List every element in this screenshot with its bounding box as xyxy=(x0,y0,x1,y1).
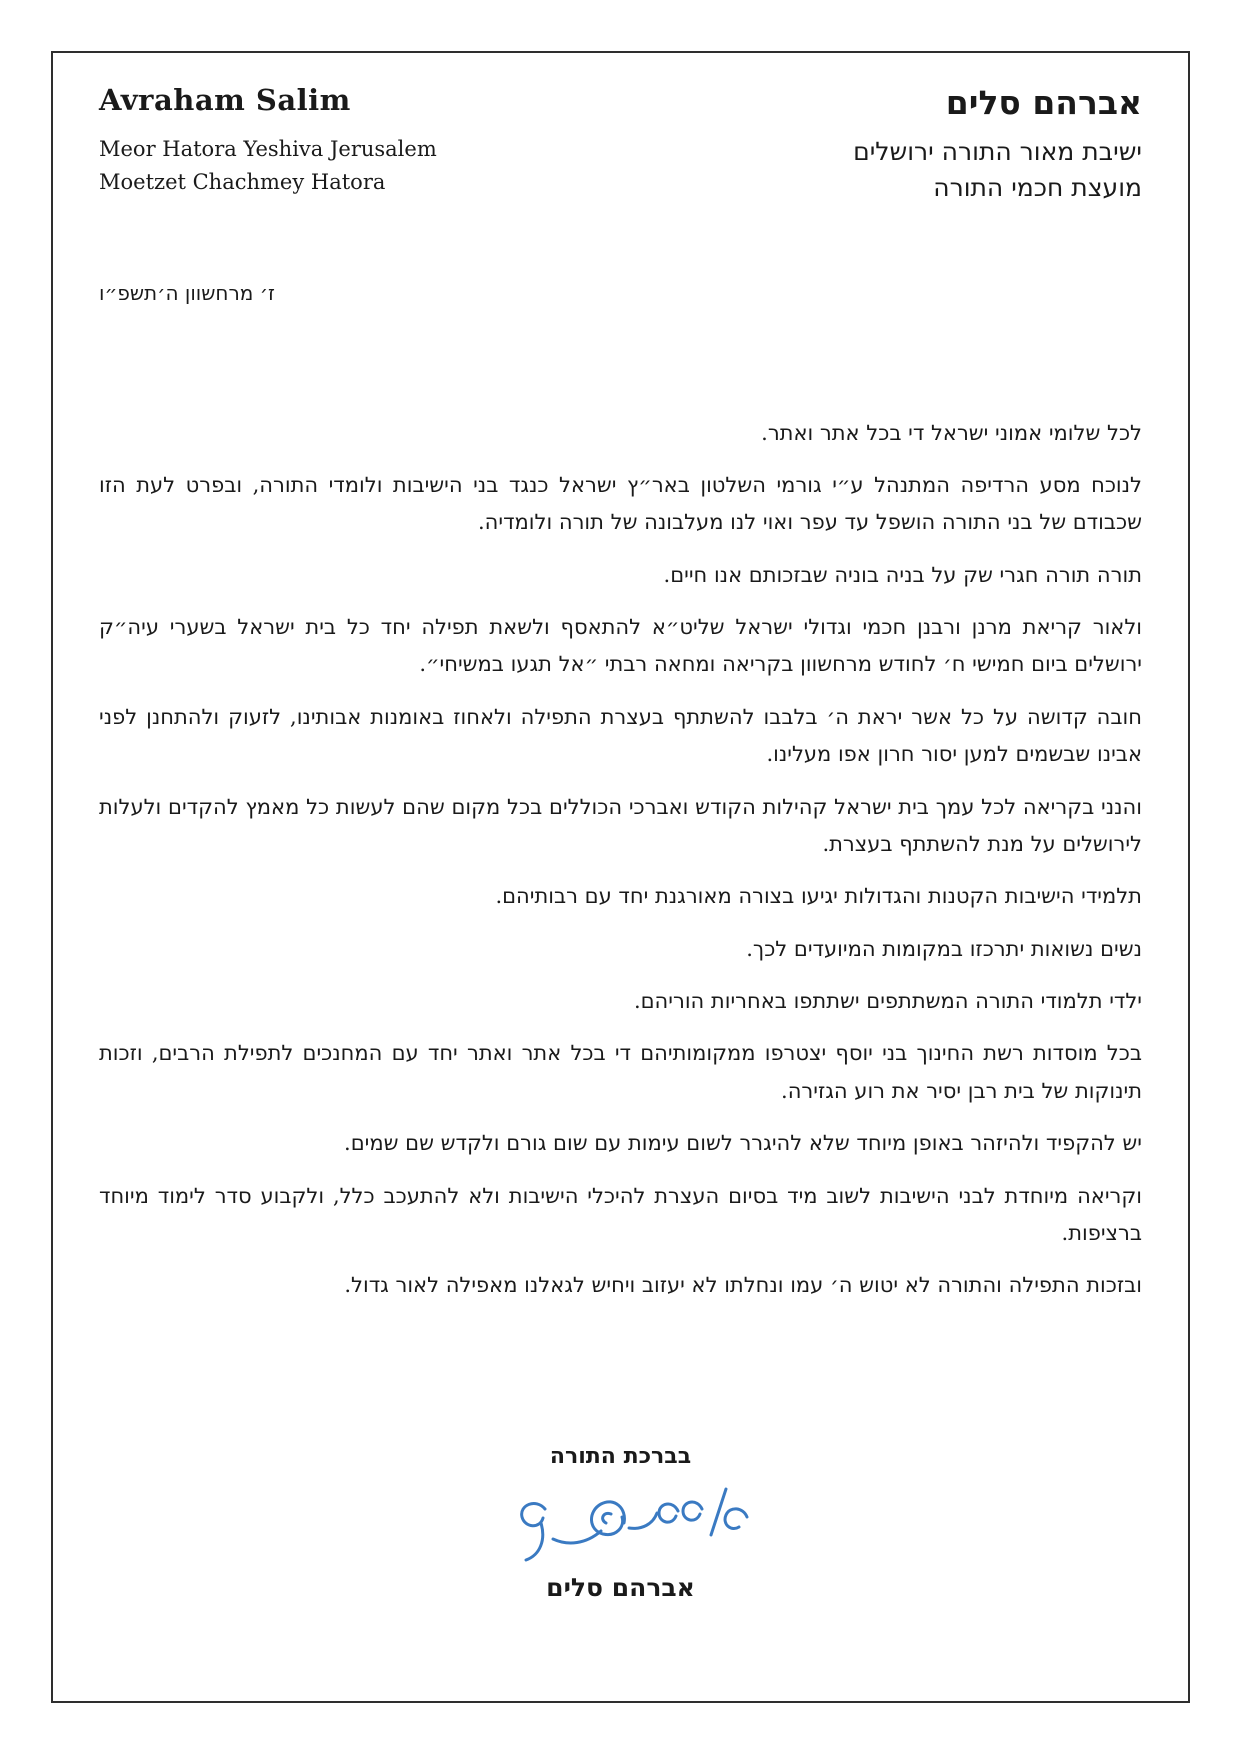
paragraph: יש להקפיד ולהיזהר באופן מיוחד שלא להיגרר לשום עימות עם שום גורם ולקדש שם שמים. xyxy=(344,1131,1142,1156)
paragraph: תורה תורה חגרי שק על בניה בוניה שבזכותם אנו חיים. xyxy=(663,562,1142,587)
paragraph: לנוכח מסע הרדיפה המתנהל ע״י גורמי השלטון באר״ץ ישראל כנגד בני הישיבות ולומדי התורה, ובפרט לעת הזו שכבודם של בני התורה הושפל עד עפר ואוי לנו מעלבונה של תורה ולומדיה. xyxy=(99,472,1142,535)
signer-name: אברהם סלים xyxy=(546,1572,695,1602)
handwritten-signature xyxy=(99,1479,1142,1571)
paragraph-salutation: לכל שלומי אמוני ישראל די בכל אתר ואתר. xyxy=(761,420,1142,445)
letterhead-english xyxy=(99,83,437,198)
paragraph: ילדי תלמודי התורה המשתתפים ישתתפו באחריות הוריהם. xyxy=(633,989,1142,1013)
paragraph: בכל מוסדות רשת החינוך בני יוסף יצטרפו ממקומותיהם די בכל אתר ואתר יחד עם המחנכים לתפילת הרבים, וזכות תינוקות של בית רבן יסיר את רוע הגזירה. xyxy=(99,1041,1142,1103)
closing-block xyxy=(99,1443,1142,1602)
paragraph-conclusion: ובזכות התפילה והתורה לא יטוש ה׳ עמו ונחלתו לא יעזוב ויחיש לגאלנו מאפילה לאור גדול. xyxy=(344,1273,1142,1298)
paragraph: והנני בקריאה לכל עמך בית ישראל קהילות הקודש ואברכי הכוללים בכל מקום שהם לעשות כל מאמץ להקדים ולעלות לירושלים על מנת להשתתף בעצרת. xyxy=(99,794,1142,856)
paragraph: חובה קדושה על כל אשר יראת ה׳ בלבבו להשתתף בעצרת התפילה ולאחוז באומנות אבותינו, לזעוק ולהתחנן לפני אבינו שבשמים למען יסור חרון אפו מעלינו. xyxy=(99,704,1142,767)
signature-ink-icon xyxy=(481,1479,761,1571)
letter-body xyxy=(99,415,1142,1305)
closing-blessing: בברכת התורה xyxy=(549,1442,692,1469)
sender-name-hebrew: אברהם סלים xyxy=(945,83,1142,122)
paragraph: תלמידי הישיבות הקטנות והגדולות יגיעו בצורה מאורגנת יחד עם רבותיהם. xyxy=(495,884,1142,909)
paragraph: וקריאה מיוחדת לבני הישיבות לשוב מיד בסיום העצרת להיכלי הישיבות ולא להתעכב כלל, ולקבוע סדר לימוד מיוחד ברציפות. xyxy=(99,1183,1142,1245)
letterhead-hebrew xyxy=(853,83,1142,207)
org-line2-hebrew: מועצת חכמי התורה xyxy=(933,173,1142,203)
org-line2-english: Moetzet Chachmey Hatora xyxy=(99,169,386,194)
paragraph: ולאור קריאת מרנן ורבנן חכמי וגדולי ישראל שליט״א להתאסף ולשאת תפילה יחד כל בית ישראל בשערי עיה״ק ירושלים ביום חמישי ח׳ לחודש מרחשוון בקריאה ומחאה רבתי ״אל תגעו במשיחי״. xyxy=(99,615,1142,677)
letterhead xyxy=(99,83,1142,207)
sender-name-english: Avraham Salim xyxy=(99,83,351,117)
org-line1-english: Meor Hatora Yeshiva Jerusalem xyxy=(99,137,437,161)
paragraph: נשים נשואות יתרכזו במקומות המיועדים לכך. xyxy=(746,936,1142,961)
letter-page xyxy=(51,51,1190,1703)
org-line1-hebrew: ישיבת מאור התורה ירושלים xyxy=(853,137,1142,166)
letter-date: ז׳ מרחשוון ה׳תשפ״ו xyxy=(99,280,275,305)
